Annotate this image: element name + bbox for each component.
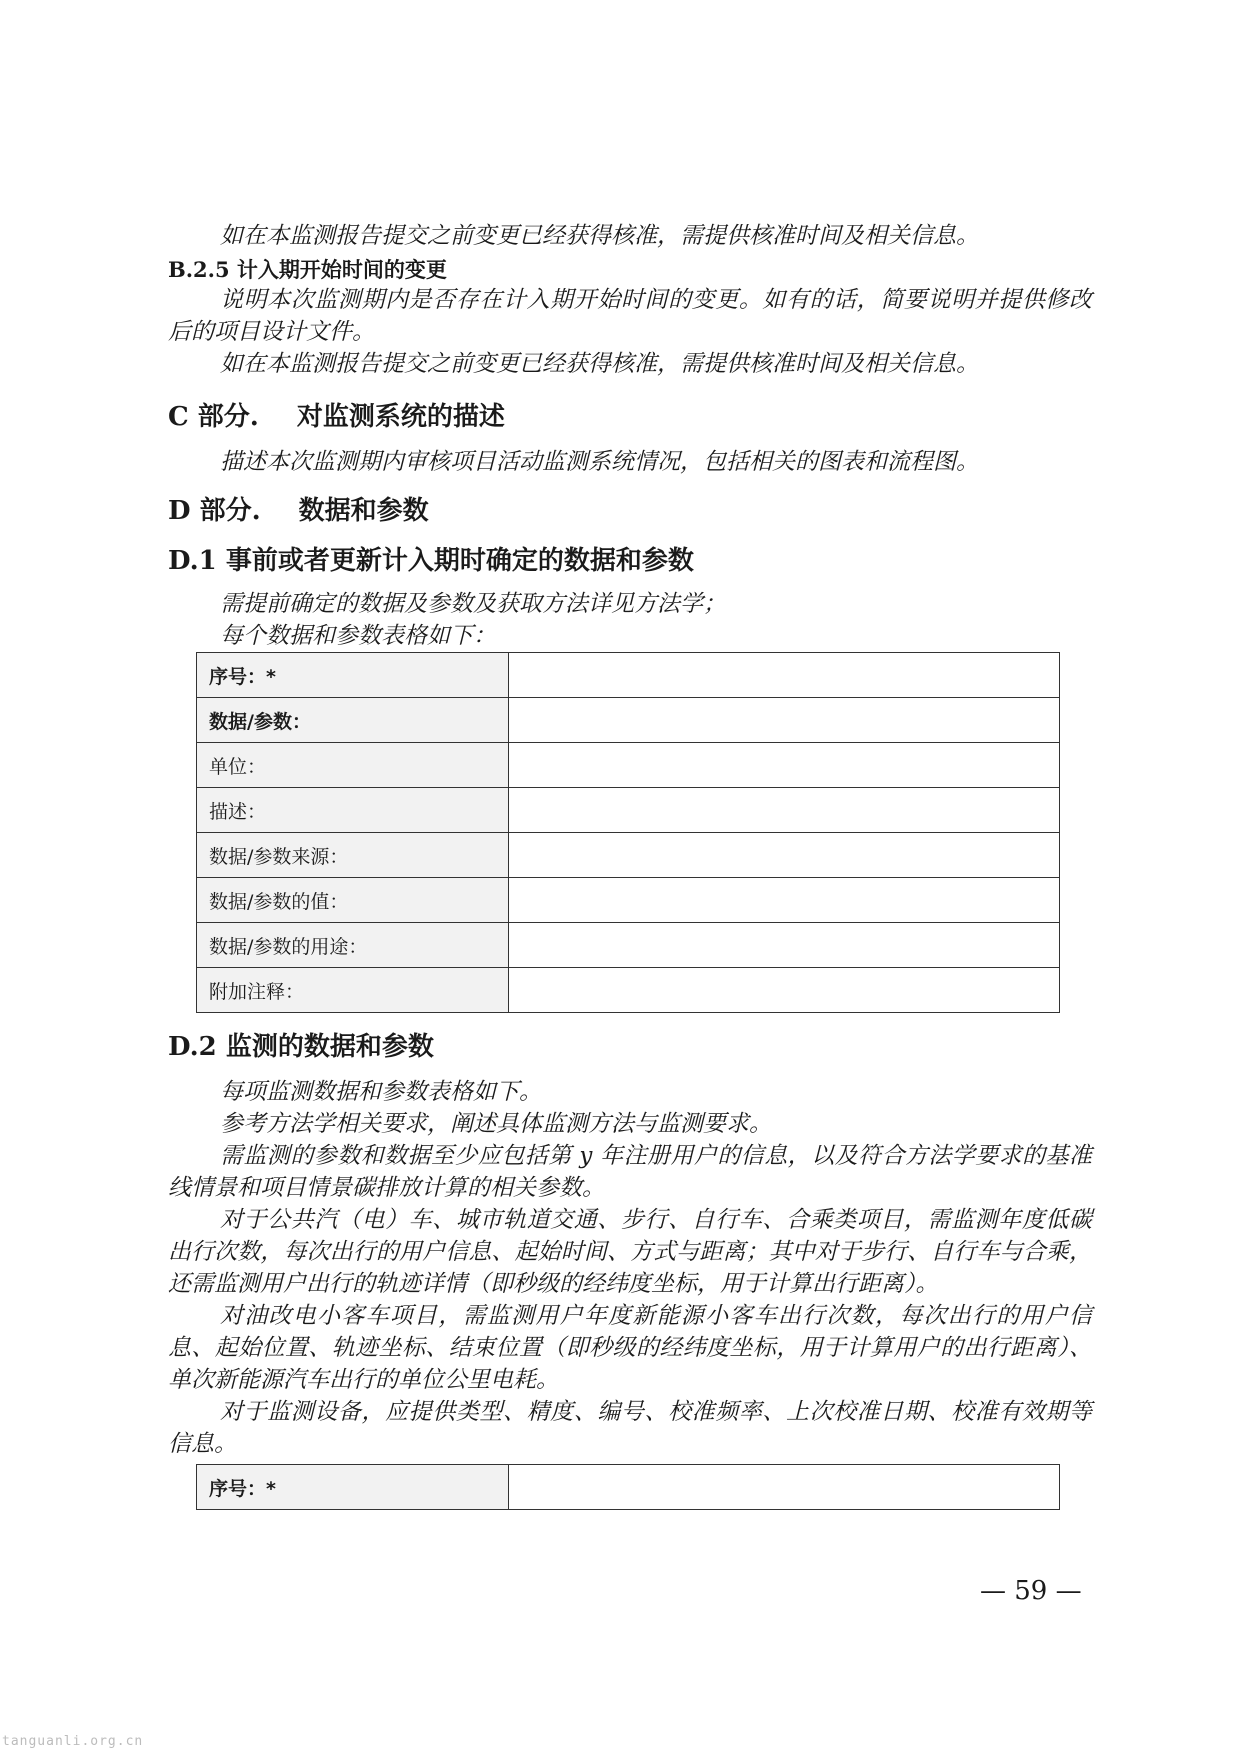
table-row [197, 788, 1060, 833]
section-d2-heading: D.2 监测的数据和参数 [168, 1032, 434, 1062]
table-value-cell [509, 833, 1060, 878]
table-label-cell: 描述： [197, 788, 509, 833]
c-description-paragraph: 描述本次监测期内审核项目活动监测系统情况，包括相关的图表和流程图。 [220, 449, 979, 475]
section-b25-heading: B.2.5 计入期开始时间的变更 [168, 257, 447, 282]
table-row [197, 968, 1060, 1013]
table-row [197, 653, 1060, 698]
table-value-cell [509, 653, 1060, 698]
table-value-cell [509, 743, 1060, 788]
data-parameter-table [196, 652, 1060, 1013]
table-value-cell [509, 968, 1060, 1013]
table-label-cell: 附加注释： [197, 968, 509, 1013]
page-number: — 59 — [980, 1576, 1082, 1606]
table-label-cell: 单位： [197, 743, 509, 788]
table-row [197, 698, 1060, 743]
d2-required-params-paragraph: 需监测的参数和数据至少应包括第 y 年注册用户的信息，以及符合方法学要求的基准线情景和项目情景碳排放计算的相关参数。 [168, 1143, 1092, 1201]
table-row [197, 1465, 1060, 1510]
b25-note-paragraph: 如在本监测报告提交之前变更已经获得核准，需提供核准时间及相关信息。 [220, 351, 979, 377]
table-label-cell: 数据/参数的用途： [197, 923, 509, 968]
d1-method-line: 需提前确定的数据及参数及获取方法详见方法学； [220, 591, 726, 617]
d2-method-line: 参考方法学相关要求，阐述具体监测方法与监测要求。 [220, 1111, 772, 1137]
section-c-title: 对监测系统的描述 [296, 402, 505, 432]
table-value-cell [509, 923, 1060, 968]
table-label-cell: 数据/参数的值： [197, 878, 509, 923]
b24-note-paragraph: 如在本监测报告提交之前变更已经获得核准，需提供核准时间及相关信息。 [220, 223, 979, 249]
table-value-cell [509, 788, 1060, 833]
section-c-number: C 部分. [168, 402, 259, 432]
table-row [197, 878, 1060, 923]
section-d1-heading: D.1 事前或者更新计入期时确定的数据和参数 [168, 546, 694, 576]
section-c-heading [168, 396, 505, 433]
table-label-cell: 序号：* [197, 1465, 509, 1510]
table-label-cell: 数据/参数： [197, 698, 509, 743]
monitoring-parameter-table [196, 1464, 1060, 1510]
section-d-heading [168, 490, 429, 527]
table-row [197, 923, 1060, 968]
table-value-cell [509, 698, 1060, 743]
table-value-cell [509, 1465, 1060, 1510]
table-label-cell: 数据/参数来源： [197, 833, 509, 878]
watermark-text: tanguanli.org.cn [2, 1734, 144, 1749]
d2-intro-line: 每项监测数据和参数表格如下。 [220, 1079, 542, 1105]
section-d-number: D 部分. [168, 496, 261, 526]
d2-equipment-paragraph: 对于监测设备，应提供类型、精度、编号、校准频率、上次校准日期、校准有效期等信息。 [168, 1399, 1092, 1457]
table-row [197, 743, 1060, 788]
d2-public-transport-paragraph: 对于公共汽（电）车、城市轨道交通、步行、自行车、合乘类项目，需监测年度低碳出行次数，每次出行的用户信息、起始时间、方式与距离；其中对于步行、自行车与合乘，还需监测用户出行的轨迹详情（即秒级的经纬度坐标，用于计算出行距离）。 [168, 1207, 1092, 1297]
table-value-cell [509, 878, 1060, 923]
d1-table-intro-line: 每个数据和参数表格如下： [220, 623, 496, 649]
table-row [197, 833, 1060, 878]
section-d-title: 数据和参数 [298, 496, 429, 526]
d2-electric-car-paragraph: 对油改电小客车项目，需监测用户年度新能源小客车出行次数，每次出行的用户信息、起始位置、轨迹坐标、结束位置（即秒级的经纬度坐标，用于计算用户的出行距离）、单次新能源汽车出行的单位公里电耗。 [168, 1303, 1092, 1393]
table-label-cell: 序号：* [197, 653, 509, 698]
b25-description-paragraph: 说明本次监测期内是否存在计入期开始时间的变更。如有的话，简要说明并提供修改后的项目设计文件。 [168, 287, 1092, 345]
